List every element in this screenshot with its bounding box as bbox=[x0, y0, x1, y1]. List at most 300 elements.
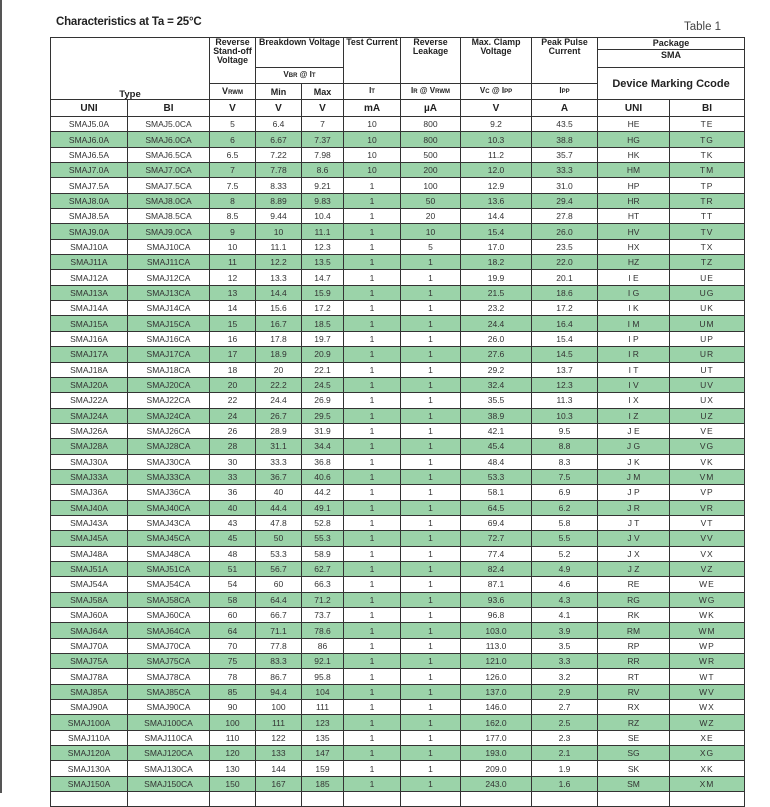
table-row bbox=[51, 561, 745, 576]
cell-vc: 69.4 bbox=[461, 515, 532, 530]
table-row bbox=[51, 408, 745, 423]
cell-ipp: 43.5 bbox=[532, 117, 598, 132]
cell-vc: 243.0 bbox=[461, 776, 532, 791]
cell-part-uni: SMAJ26A bbox=[51, 423, 128, 438]
cell-mark-bi: WZ bbox=[670, 715, 745, 730]
table-row bbox=[51, 485, 745, 500]
table-row bbox=[51, 700, 745, 715]
cell-vbr-min: 83.3 bbox=[256, 654, 302, 669]
cell-ipp: 23.5 bbox=[532, 239, 598, 254]
cell-ipp: 33.3 bbox=[532, 163, 598, 178]
cell-part-bi: SMAJ5.0CA bbox=[128, 117, 210, 132]
cell-part-bi: SMAJ28CA bbox=[128, 439, 210, 454]
cell-vrwm: 20 bbox=[210, 377, 256, 392]
table-row bbox=[51, 623, 745, 638]
cell-part-uni: SMAJ36A bbox=[51, 485, 128, 500]
cell-cutoff bbox=[461, 792, 532, 807]
cell-it: 10 bbox=[344, 147, 401, 162]
cell-mark-uni: RG bbox=[598, 592, 670, 607]
cell-ir: 1 bbox=[401, 285, 461, 300]
cell-vbr-max: 44.2 bbox=[302, 485, 344, 500]
table-row bbox=[51, 469, 745, 484]
cell-vrwm: 51 bbox=[210, 561, 256, 576]
cell-vbr-min: 144 bbox=[256, 761, 302, 776]
header-reverse-standoff: Reverse Stand-off Voltage bbox=[210, 38, 256, 84]
cell-vbr-max: 29.5 bbox=[302, 408, 344, 423]
cell-ipp: 3.5 bbox=[532, 638, 598, 653]
table-row bbox=[51, 423, 745, 438]
header-ir-vrwm: IR @ VRWM bbox=[401, 84, 461, 100]
cell-part-bi: SMAJ8.5CA bbox=[128, 209, 210, 224]
cell-vbr-max: 86 bbox=[302, 638, 344, 653]
header-bi: BI bbox=[128, 100, 210, 117]
cell-vc: 35.5 bbox=[461, 393, 532, 408]
cell-vrwm: 6.5 bbox=[210, 147, 256, 162]
cell-vc: 113.0 bbox=[461, 638, 532, 653]
cell-ipp: 9.5 bbox=[532, 423, 598, 438]
header-max: Max bbox=[302, 84, 344, 100]
cell-ipp: 1.9 bbox=[532, 761, 598, 776]
cell-part-uni: SMAJ78A bbox=[51, 669, 128, 684]
cell-mark-bi: UR bbox=[670, 347, 745, 362]
header-min: Min bbox=[256, 84, 302, 100]
cell-part-uni: SMAJ15A bbox=[51, 316, 128, 331]
cell-vbr-min: 10 bbox=[256, 224, 302, 239]
cell-ipp: 2.9 bbox=[532, 684, 598, 699]
cell-ipp: 3.2 bbox=[532, 669, 598, 684]
table-row bbox=[51, 730, 745, 745]
cell-vbr-max: 78.6 bbox=[302, 623, 344, 638]
cell-mark-bi: XE bbox=[670, 730, 745, 745]
cell-it: 1 bbox=[344, 209, 401, 224]
cell-vbr-max: 73.7 bbox=[302, 608, 344, 623]
cell-mark-bi: UV bbox=[670, 377, 745, 392]
cell-vbr-max: 15.9 bbox=[302, 285, 344, 300]
header-package: Package bbox=[652, 38, 690, 48]
cell-ipp: 35.7 bbox=[532, 147, 598, 162]
table-row bbox=[51, 638, 745, 653]
header-it-i: I bbox=[369, 86, 372, 95]
cell-ir: 1 bbox=[401, 746, 461, 761]
cell-mark-bi: VK bbox=[670, 454, 745, 469]
cell-vrwm: 24 bbox=[210, 408, 256, 423]
cell-cutoff bbox=[598, 792, 670, 807]
cell-part-bi: SMAJ22CA bbox=[128, 393, 210, 408]
unit-vc: V bbox=[461, 100, 532, 117]
cell-vbr-min: 86.7 bbox=[256, 669, 302, 684]
cell-part-uni: SMAJ22A bbox=[51, 393, 128, 408]
cell-ir: 1 bbox=[401, 362, 461, 377]
cell-vbr-min: 77.8 bbox=[256, 638, 302, 653]
cell-part-uni: SMAJ40A bbox=[51, 500, 128, 515]
cell-mark-uni: I K bbox=[598, 301, 670, 316]
cell-vc: 177.0 bbox=[461, 730, 532, 745]
cell-part-bi: SMAJ6.0CA bbox=[128, 132, 210, 147]
header-type: Type bbox=[51, 38, 210, 100]
cell-mark-uni: HK bbox=[598, 147, 670, 162]
cell-ir: 1 bbox=[401, 469, 461, 484]
cell-mark-bi: WV bbox=[670, 684, 745, 699]
cell-part-uni: SMAJ20A bbox=[51, 377, 128, 392]
cell-part-bi: SMAJ14CA bbox=[128, 301, 210, 316]
header-ir-i: I bbox=[410, 86, 414, 95]
cell-ir: 1 bbox=[401, 561, 461, 576]
cell-part-uni: SMAJ6.0A bbox=[51, 132, 128, 147]
header-test-current: Test Current bbox=[344, 38, 401, 84]
cell-it: 1 bbox=[344, 178, 401, 193]
header-device-marking: Device Marking Ccode bbox=[598, 68, 745, 100]
cell-cutoff bbox=[401, 792, 461, 807]
cell-vbr-max: 55.3 bbox=[302, 531, 344, 546]
cell-vbr-max: 135 bbox=[302, 730, 344, 745]
cell-vrwm: 43 bbox=[210, 515, 256, 530]
cell-ir: 1 bbox=[401, 301, 461, 316]
cell-vrwm: 28 bbox=[210, 439, 256, 454]
cell-ir: 1 bbox=[401, 700, 461, 715]
cell-mark-uni: I M bbox=[598, 316, 670, 331]
cell-vrwm: 150 bbox=[210, 776, 256, 791]
cell-vbr-min: 24.4 bbox=[256, 393, 302, 408]
header-breakdown: Breakdown Voltage bbox=[256, 38, 344, 68]
cell-part-bi: SMAJ90CA bbox=[128, 700, 210, 715]
cell-mark-uni: HV bbox=[598, 224, 670, 239]
cell-vrwm: 15 bbox=[210, 316, 256, 331]
cell-ipp: 1.6 bbox=[532, 776, 598, 791]
cell-it: 1 bbox=[344, 531, 401, 546]
cell-it: 1 bbox=[344, 592, 401, 607]
cell-mark-bi: WX bbox=[670, 700, 745, 715]
cell-mark-uni: RP bbox=[598, 638, 670, 653]
table-row bbox=[51, 439, 745, 454]
cell-ipp: 11.3 bbox=[532, 393, 598, 408]
cell-vbr-min: 47.8 bbox=[256, 515, 302, 530]
cell-it: 1 bbox=[344, 761, 401, 776]
cell-vbr-max: 66.3 bbox=[302, 577, 344, 592]
cell-it: 1 bbox=[344, 684, 401, 699]
cell-mark-bi: VV bbox=[670, 531, 745, 546]
cell-vrwm: 22 bbox=[210, 393, 256, 408]
table-row bbox=[51, 362, 745, 377]
cell-ir: 50 bbox=[401, 193, 461, 208]
cell-part-bi: SMAJ16CA bbox=[128, 331, 210, 346]
cell-vc: 23.2 bbox=[461, 301, 532, 316]
cell-vbr-min: 14.4 bbox=[256, 285, 302, 300]
cell-mark-uni: RT bbox=[598, 669, 670, 684]
cell-mark-uni: SK bbox=[598, 761, 670, 776]
cell-ipp: 31.0 bbox=[532, 178, 598, 193]
cell-it: 1 bbox=[344, 439, 401, 454]
cell-mark-uni: I R bbox=[598, 347, 670, 362]
cell-part-bi: SMAJ150CA bbox=[128, 776, 210, 791]
cell-vc: 9.2 bbox=[461, 117, 532, 132]
cell-vbr-max: 34.4 bbox=[302, 439, 344, 454]
cell-mark-uni: J Z bbox=[598, 561, 670, 576]
cell-vbr-max: 7 bbox=[302, 117, 344, 132]
cell-vbr-max: 22.1 bbox=[302, 362, 344, 377]
table-label: Table 1 bbox=[684, 21, 722, 33]
cell-vbr-max: 20.9 bbox=[302, 347, 344, 362]
cell-ir: 1 bbox=[401, 515, 461, 530]
cell-mark-uni: RK bbox=[598, 608, 670, 623]
cell-mark-bi: WE bbox=[670, 577, 745, 592]
cell-part-bi: SMAJ78CA bbox=[128, 669, 210, 684]
cell-ir: 1 bbox=[401, 669, 461, 684]
cell-vrwm: 6 bbox=[210, 132, 256, 147]
cell-mark-uni: J V bbox=[598, 531, 670, 546]
cell-mark-bi: VZ bbox=[670, 561, 745, 576]
cell-part-uni: SMAJ75A bbox=[51, 654, 128, 669]
page-title: Characteristics at Ta = 25°C bbox=[56, 16, 202, 28]
cell-vrwm: 64 bbox=[210, 623, 256, 638]
cell-mark-uni: J T bbox=[598, 515, 670, 530]
table-row bbox=[51, 117, 745, 132]
header-max-clamp: Max. Clamp Voltage bbox=[461, 38, 532, 84]
table-row bbox=[51, 577, 745, 592]
cell-vc: 14.4 bbox=[461, 209, 532, 224]
cell-vbr-max: 62.7 bbox=[302, 561, 344, 576]
cell-ipp: 2.5 bbox=[532, 715, 598, 730]
cell-vrwm: 8 bbox=[210, 193, 256, 208]
cell-it: 1 bbox=[344, 362, 401, 377]
left-edge-rule bbox=[0, 0, 2, 793]
cell-vrwm: 8.5 bbox=[210, 209, 256, 224]
cell-ir: 1 bbox=[401, 608, 461, 623]
cell-vc: 126.0 bbox=[461, 669, 532, 684]
cell-it: 1 bbox=[344, 255, 401, 270]
cell-ipp: 3.3 bbox=[532, 654, 598, 669]
header-mark-bi: BI bbox=[670, 100, 745, 117]
cell-vbr-min: 111 bbox=[256, 715, 302, 730]
cell-it: 1 bbox=[344, 638, 401, 653]
cell-it: 1 bbox=[344, 270, 401, 285]
cell-part-bi: SMAJ7.0CA bbox=[128, 163, 210, 178]
cell-part-bi: SMAJ18CA bbox=[128, 362, 210, 377]
table-row bbox=[51, 515, 745, 530]
cell-part-uni: SMAJ51A bbox=[51, 561, 128, 576]
table-row bbox=[51, 209, 745, 224]
cell-mark-uni: SM bbox=[598, 776, 670, 791]
header-mark-uni: UNI bbox=[598, 100, 670, 117]
cell-mark-uni: SG bbox=[598, 746, 670, 761]
cell-vbr-max: 14.7 bbox=[302, 270, 344, 285]
cell-vrwm: 36 bbox=[210, 485, 256, 500]
cell-vc: 45.4 bbox=[461, 439, 532, 454]
cell-mark-uni: RE bbox=[598, 577, 670, 592]
cell-vrwm: 78 bbox=[210, 669, 256, 684]
cell-part-bi: SMAJ110CA bbox=[128, 730, 210, 745]
cell-vc: 77.4 bbox=[461, 546, 532, 561]
cell-vrwm: 85 bbox=[210, 684, 256, 699]
cell-mark-bi: WM bbox=[670, 623, 745, 638]
cell-vbr-min: 36.7 bbox=[256, 469, 302, 484]
table-row bbox=[51, 285, 745, 300]
cell-it: 1 bbox=[344, 730, 401, 745]
cell-part-bi: SMAJ20CA bbox=[128, 377, 210, 392]
cell-mark-uni: I Z bbox=[598, 408, 670, 423]
cell-mark-bi: TZ bbox=[670, 255, 745, 270]
cell-it: 1 bbox=[344, 500, 401, 515]
cell-part-uni: SMAJ28A bbox=[51, 439, 128, 454]
cell-ir: 1 bbox=[401, 347, 461, 362]
cell-ir: 20 bbox=[401, 209, 461, 224]
cell-mark-uni: HE bbox=[598, 117, 670, 132]
cell-vbr-min: 50 bbox=[256, 531, 302, 546]
cell-vc: 193.0 bbox=[461, 746, 532, 761]
cell-mark-bi: VP bbox=[670, 485, 745, 500]
table-row bbox=[51, 377, 745, 392]
cell-vbr-max: 147 bbox=[302, 746, 344, 761]
header-vbr-it: VBR @ IT bbox=[256, 68, 344, 84]
table-row bbox=[51, 224, 745, 239]
cell-mark-uni: RZ bbox=[598, 715, 670, 730]
cell-part-uni: SMAJ24A bbox=[51, 408, 128, 423]
cell-mark-uni: J X bbox=[598, 546, 670, 561]
cell-it: 1 bbox=[344, 408, 401, 423]
header-vc-v: V bbox=[479, 86, 486, 95]
cell-mark-bi: XG bbox=[670, 746, 745, 761]
cell-vc: 12.0 bbox=[461, 163, 532, 178]
header-vbr-it-v: V bbox=[283, 70, 289, 79]
cell-it: 1 bbox=[344, 546, 401, 561]
unit-max: V bbox=[302, 100, 344, 117]
cell-vbr-min: 33.3 bbox=[256, 454, 302, 469]
cell-mark-bi: TM bbox=[670, 163, 745, 178]
cell-mark-uni: HG bbox=[598, 132, 670, 147]
cell-vbr-max: 111 bbox=[302, 700, 344, 715]
cell-part-uni: SMAJ90A bbox=[51, 700, 128, 715]
table-row bbox=[51, 669, 745, 684]
cell-vbr-min: 8.89 bbox=[256, 193, 302, 208]
cell-ipp: 16.4 bbox=[532, 316, 598, 331]
cell-it: 1 bbox=[344, 377, 401, 392]
cell-mark-bi: XM bbox=[670, 776, 745, 791]
cell-ipp: 6.9 bbox=[532, 485, 598, 500]
table-row bbox=[51, 393, 745, 408]
cell-vbr-min: 26.7 bbox=[256, 408, 302, 423]
cell-mark-uni: RX bbox=[598, 700, 670, 715]
cell-part-uni: SMAJ12A bbox=[51, 270, 128, 285]
cell-part-bi: SMAJ11CA bbox=[128, 255, 210, 270]
cell-mark-uni: RM bbox=[598, 623, 670, 638]
cell-mark-bi: TX bbox=[670, 239, 745, 254]
cell-vbr-max: 185 bbox=[302, 776, 344, 791]
cell-ipp: 10.3 bbox=[532, 408, 598, 423]
cell-it: 1 bbox=[344, 776, 401, 791]
cell-part-uni: SMAJ30A bbox=[51, 454, 128, 469]
cell-part-uni: SMAJ150A bbox=[51, 776, 128, 791]
cell-vbr-min: 12.2 bbox=[256, 255, 302, 270]
cell-vbr-min: 122 bbox=[256, 730, 302, 745]
cell-cutoff bbox=[670, 792, 745, 807]
cell-it: 1 bbox=[344, 515, 401, 530]
cell-ir: 1 bbox=[401, 485, 461, 500]
cell-ir: 1 bbox=[401, 761, 461, 776]
cell-vbr-min: 66.7 bbox=[256, 608, 302, 623]
cell-vrwm: 58 bbox=[210, 592, 256, 607]
cell-vc: 18.2 bbox=[461, 255, 532, 270]
cell-ipp: 29.4 bbox=[532, 193, 598, 208]
cell-part-bi: SMAJ33CA bbox=[128, 469, 210, 484]
cell-part-uni: SMAJ17A bbox=[51, 347, 128, 362]
cell-part-uni: SMAJ85A bbox=[51, 684, 128, 699]
cell-ir: 1 bbox=[401, 393, 461, 408]
cell-vc: 42.1 bbox=[461, 423, 532, 438]
cell-mark-bi: UZ bbox=[670, 408, 745, 423]
cell-vc: 38.9 bbox=[461, 408, 532, 423]
unit-a: A bbox=[532, 100, 598, 117]
cell-part-bi: SMAJ10CA bbox=[128, 239, 210, 254]
cell-mark-bi: VE bbox=[670, 423, 745, 438]
cell-mark-bi: TR bbox=[670, 193, 745, 208]
cell-ir: 1 bbox=[401, 423, 461, 438]
cell-part-uni: SMAJ8.5A bbox=[51, 209, 128, 224]
cell-vc: 58.1 bbox=[461, 485, 532, 500]
table-row bbox=[51, 347, 745, 362]
table-body bbox=[51, 117, 745, 807]
cell-it: 1 bbox=[344, 347, 401, 362]
cell-ir: 1 bbox=[401, 377, 461, 392]
cell-mark-uni: J P bbox=[598, 485, 670, 500]
cell-mark-uni: J G bbox=[598, 439, 670, 454]
cell-cutoff bbox=[256, 792, 302, 807]
cell-it: 1 bbox=[344, 393, 401, 408]
cell-ir: 1 bbox=[401, 623, 461, 638]
cell-cutoff bbox=[344, 792, 401, 807]
cell-vc: 21.5 bbox=[461, 285, 532, 300]
cell-vrwm: 70 bbox=[210, 638, 256, 653]
cell-vc: 146.0 bbox=[461, 700, 532, 715]
header-peak-pulse: Peak Pulse Current bbox=[532, 38, 598, 84]
cell-mark-bi: WP bbox=[670, 638, 745, 653]
cell-ir: 1 bbox=[401, 331, 461, 346]
cell-cutoff bbox=[51, 792, 128, 807]
cell-part-uni: SMAJ10A bbox=[51, 239, 128, 254]
cell-part-uni: SMAJ16A bbox=[51, 331, 128, 346]
cell-mark-uni: HR bbox=[598, 193, 670, 208]
cell-part-uni: SMAJ18A bbox=[51, 362, 128, 377]
cell-part-bi: SMAJ120CA bbox=[128, 746, 210, 761]
cell-mark-bi: TG bbox=[670, 132, 745, 147]
cell-it: 1 bbox=[344, 423, 401, 438]
unit-ma: mA bbox=[344, 100, 401, 117]
cell-it: 1 bbox=[344, 608, 401, 623]
cell-mark-uni: I E bbox=[598, 270, 670, 285]
header-reverse-leakage: Reverse Leakage bbox=[401, 38, 461, 84]
table-row bbox=[51, 316, 745, 331]
cell-vbr-max: 10.4 bbox=[302, 209, 344, 224]
cell-it: 10 bbox=[344, 117, 401, 132]
cell-mark-uni: J K bbox=[598, 454, 670, 469]
cell-vbr-max: 18.5 bbox=[302, 316, 344, 331]
cell-vbr-min: 16.7 bbox=[256, 316, 302, 331]
cell-part-bi: SMAJ36CA bbox=[128, 485, 210, 500]
cell-vrwm: 110 bbox=[210, 730, 256, 745]
cell-vbr-max: 123 bbox=[302, 715, 344, 730]
cell-vc: 24.4 bbox=[461, 316, 532, 331]
cell-part-bi: SMAJ8.0CA bbox=[128, 193, 210, 208]
header-vrwm: VRWM bbox=[210, 84, 256, 100]
cell-it: 1 bbox=[344, 331, 401, 346]
cell-vbr-min: 40 bbox=[256, 485, 302, 500]
cell-part-bi: SMAJ130CA bbox=[128, 761, 210, 776]
cell-vc: 26.0 bbox=[461, 331, 532, 346]
cell-vrwm: 12 bbox=[210, 270, 256, 285]
cell-mark-uni: HM bbox=[598, 163, 670, 178]
cell-mark-bi: UE bbox=[670, 270, 745, 285]
table-row bbox=[51, 132, 745, 147]
cell-mark-bi: TT bbox=[670, 209, 745, 224]
cell-it: 1 bbox=[344, 454, 401, 469]
